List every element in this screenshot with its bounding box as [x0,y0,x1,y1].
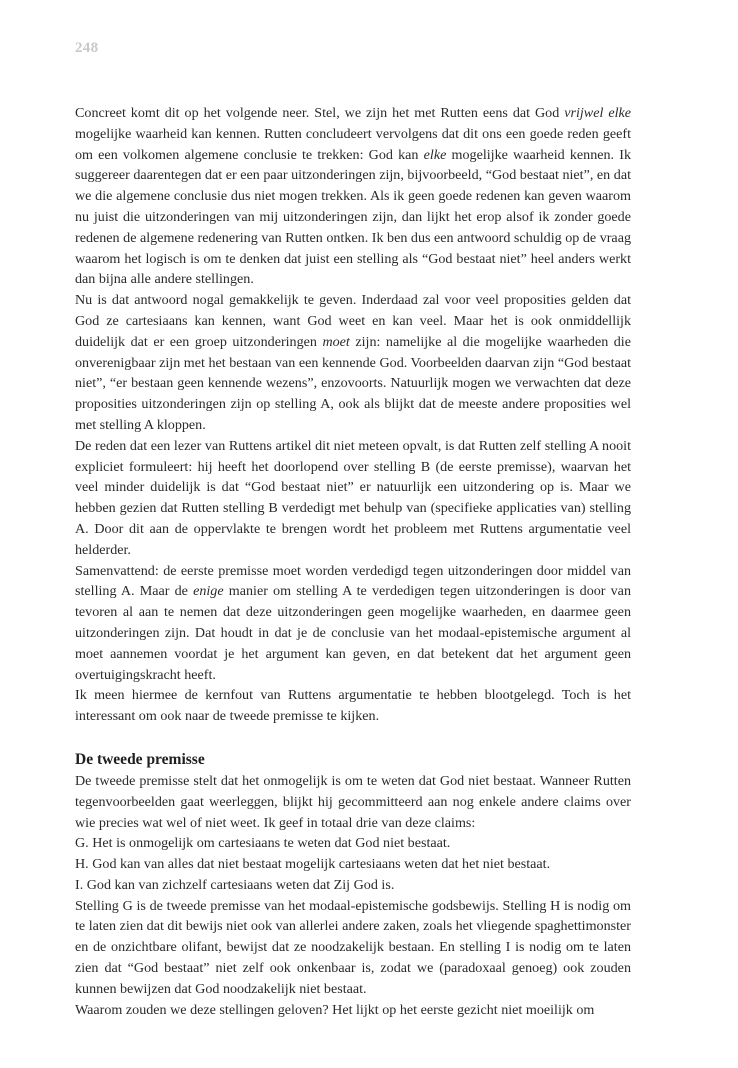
section-heading: De tweede premisse [75,750,205,768]
paragraph-5: Ik meen hiermee de kernfout van Ruttens argumentatie te hebben blootgelegd. Toch is het interessant om ook naar de tweede premisse te kijken. [75,687,631,725]
paragraph-4-text-b: manier om stelling A te verdedigen tegen uitzonderingen is door van tevoren al aan te nemen dat deze uitzonderingen geen mogelijke waarheden, en daarmee geen uitzonderingen zijn. Dat houdt in dat je de conclusie van het modaal-epistemische argument al moet aannemen voordat je het argument kan geven, en dat betekent dat het argument geen overtuigingskracht heeft. [75,583,631,683]
paragraph-2-emphasis: moet [322,333,350,350]
paragraph-1 [75,103,631,290]
paragraph-1-emphasis-b: elke [423,146,447,163]
section-paragraph-1: De tweede premisse stelt dat het onmogelijk is om te weten dat God niet bestaat. Wanneer Rutten tegenvoorbeelden gaat weerleggen, blijkt hij gecommitteerd aan nog enkele andere claims over wie precies wat wel of niet weet. Ik geef in totaal drie van deze claims: [75,772,631,831]
paragraph-2-text-b: zijn: namelijke al die mogelijke waarheden die onverenigbaar zijn met het bestaan van een kennende God. Voorbeelden daarvan zijn “God bestaat niet”, “er bestaan geen kennende wezens”, enzovoorts. Natuurlijk mogen we verwachten dat deze proposities uitzonderingen zijn op stelling A, ook als blijkt dat de meeste andere proposities wel met stelling A kloppen. [75,333,631,433]
paragraph-1-text-a: Concreet komt dit op het volgende neer. Stel, we zijn het met Rutten eens dat God [75,105,565,121]
paragraph-2 [75,290,631,436]
page-number: 248 [75,40,99,56]
paragraph-1-text-c: mogelijke waarheid kennen. Ik suggereer daarentegen dat er een paar uitzonderingen zijn, bijvoorbeeld, “God bestaat niet”, en dat we die algemene conclusie dus niet mogen trekken. Als ik geen goede redenen kan geven waarom nu juist die uitzonderingen van mij uitzonderingen zijn, dan lijkt het erop alsof ik zonder goede redenen de algemene redenering van Rutten ontken. Ik ben dus een antwoord schuldig op de vraag waarom het logisch is om te denken dat juist een stelling als “God bestaat niet” heel anders werkt dan bijna alle andere stellingen. [75,146,631,288]
section-body [75,771,631,1021]
section-paragraph-2: Stelling G is de tweede premisse van het modaal-epistemische godsbewijs. Stelling H is nodig om te laten zien dat dit bewijs niet ook van allerlei andere zaken, zoals het vliegende spaghettimonster en de onzichtbare olifant, bewijst dat ze noodzakelijk bestaan. En stelling I is nodig om te laten zien dat “God bestaat” niet zelf ook onkenbaar is, zodat we (paradoxaal genoeg) ook zouden kunnen bewijzen dat God noodzakelijk niet bestaat. [75,897,631,997]
claim-i: I. God kan van zichzelf cartesiaans weten dat Zij God is. [75,876,395,893]
paragraph-4 [75,561,631,686]
paragraph-1-text-b: mogelijke waarheid kan kennen. Rutten concludeert vervolgens dat dit ons een goede reden geeft om een volkomen algemene conclusie te trekken: God kan [75,125,631,163]
body-text [75,103,631,1020]
claim-g: G. Het is onmogelijk om cartesiaans te weten dat God niet bestaat. [75,835,451,852]
section-paragraph-3: Waarom zouden we deze stellingen geloven? Het lijkt op het eerste gezicht niet moeilijk om [75,1001,595,1018]
paragraph-3: De reden dat een lezer van Ruttens artikel dit niet meteen opvalt, is dat Rutten zelf stelling A nooit expliciet formuleert: hij heeft het doorlopend over stelling B (de eerste premisse), waarvan het veel minder duidelijk is dat “God bestaat niet” er natuurlijk een uitzondering op is. Maar we hebben gezien dat Rutten stelling B verdedigt met behulp van (specifieke applicaties van) stelling A. Door dit aan de oppervlakte te brengen wordt het probleem met Ruttens argumentatie veel helderder. [75,437,631,558]
paragraph-1-emphasis-a: vrijwel elke [564,105,632,121]
paragraph-2-text-a: Nu is dat antwoord nogal gemakkelijk te geven. Inderdaad zal voor veel proposities gelden dat God ze cartesiaans kan kennen, want God weet en kan veel. Maar het is ook onmiddellijk duidelijk dat er een groep uitzonderingen [75,292,631,350]
paragraph-4-text-a: Samenvattend: de eerste premisse moet worden verdedigd tegen uitzonderingen door middel van stelling A. Maar de [75,562,631,600]
claim-h: H. God kan van alles dat niet bestaat mogelijk cartesiaans weten dat het niet bestaat. [75,856,551,873]
paragraph-4-emphasis: enige [193,583,224,600]
